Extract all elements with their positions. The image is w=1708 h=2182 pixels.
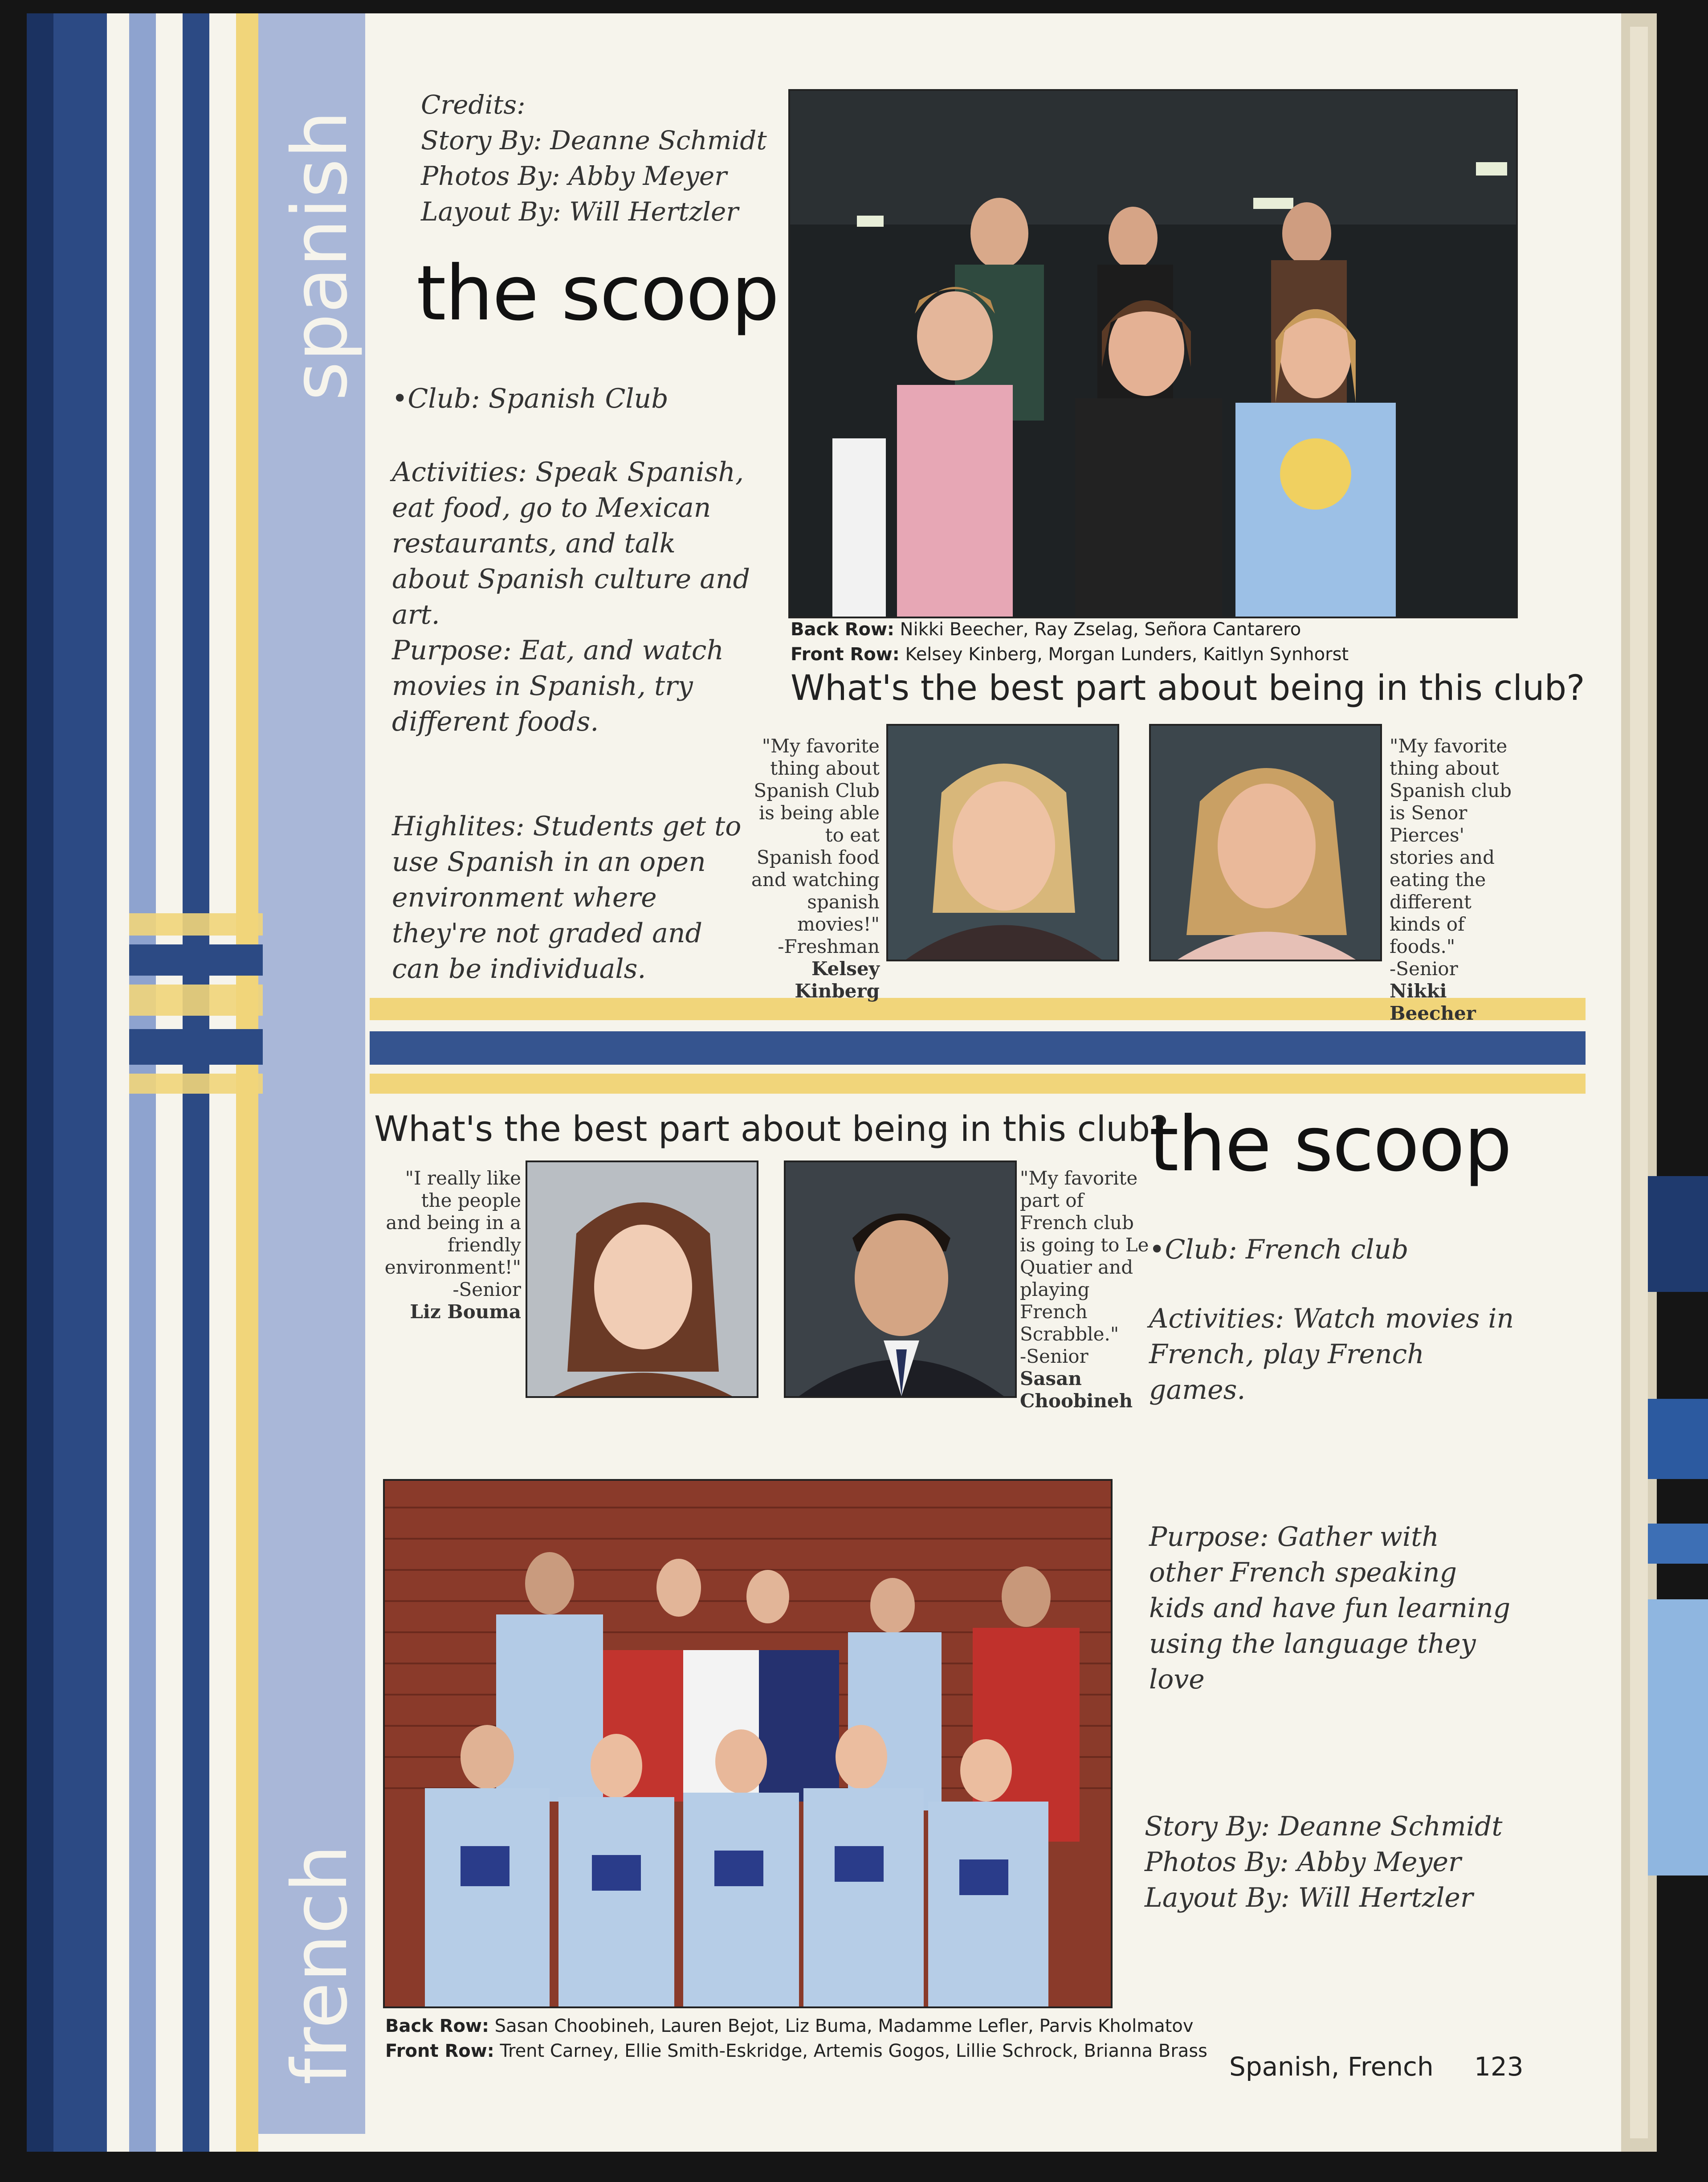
credits-photos: Photos By: Abby Meyer (421, 161, 727, 191)
caption-back-names: Sasan Choobineh, Lauren Bejot, Liz Buma, Madamme Lefler, Parvis Kholmatov (494, 2016, 1194, 2036)
sasan-portrait (784, 1160, 1017, 1398)
quote-text: "My favorite thing about Spanish club is Senor Pierces' stories and eating the different kinds of foods." (1390, 735, 1512, 957)
french-quote-left (383, 1167, 521, 1323)
spanish-credits (421, 87, 786, 229)
caption-back-label: Back Row: (385, 2016, 489, 2036)
edge-tab (1648, 1599, 1708, 1876)
spanish-photo-caption (791, 617, 1521, 667)
quote-name: Liz Bouma (410, 1301, 521, 1323)
caption-back-names: Nikki Beecher, Ray Zselag, Señora Cantarero (900, 619, 1301, 640)
spanish-quote-left (744, 735, 880, 1002)
french-credits (1145, 1809, 1510, 1916)
divider-band-gold (370, 1074, 1586, 1094)
quote-name: Nikki Beecher (1390, 980, 1476, 1024)
credits-layout: Layout By: Will Hertzler (1145, 1882, 1473, 1913)
french-club: •Club: French club (1149, 1234, 1409, 1265)
spanish-group-photo (788, 89, 1518, 618)
spanish-purpose: Purpose: Eat, and watch movies in Spanish, try different foods. (392, 635, 724, 737)
quote-name: Kelsey Kinberg (795, 958, 880, 1002)
spanish-club: •Club: Spanish Club (392, 383, 669, 414)
caption-front-names: Trent Carney, Ellie Smith-Eskridge, Artemis Gogos, Lillie Schrock, Brianna Brass (500, 2041, 1207, 2061)
quote-name: Sasan Choobineh (1020, 1368, 1133, 1412)
quote-attribution: -Freshman (778, 936, 880, 957)
quote-text: "I really like the people and being in a friendly environment!" (384, 1167, 521, 1278)
spanish-question-heading: What's the best part about being in this club? (791, 668, 1585, 708)
binding-stripe (53, 13, 107, 2152)
binding-stripe (107, 13, 129, 2152)
caption-front-names: Kelsey Kinberg, Morgan Lunders, Kaitlyn Synhorst (905, 644, 1349, 665)
quote-text: "My favorite thing about Spanish Club is being able to eat Spanish food and watching spanish movies!" (751, 735, 880, 935)
credits-story: Story By: Deanne Schmidt (421, 125, 767, 155)
cross-stripe (129, 1029, 263, 1065)
caption-back-label: Back Row: (791, 619, 894, 640)
page-number: 123 (1474, 2051, 1524, 2082)
credits-layout: Layout By: Will Hertzler (421, 196, 739, 227)
cross-stripe (129, 913, 263, 936)
edge-tab (1648, 1176, 1708, 1292)
french-purpose: Purpose: Gather with other French speaking kids and have fun learning using the language they love (1149, 1521, 1511, 1695)
binding-stripe (27, 13, 53, 2152)
kelsey-portrait (886, 724, 1119, 961)
spanish-activities: Activities: Speak Spanish, eat food, go to Mexican restaurants, and talk about Spanish culture and art. (392, 457, 750, 630)
credits-heading: Credits: (421, 90, 526, 120)
caption-front-label: Front Row: (791, 644, 900, 665)
nikki-portrait (1149, 724, 1382, 961)
french-side-label: french (276, 1844, 364, 2085)
french-question-heading: What's the best part about being in this club? (374, 1109, 1169, 1149)
french-quote-right (1020, 1167, 1154, 1412)
french-activities: Activities: Watch movies in French, play French games. (1149, 1303, 1514, 1406)
page-edge-inner (1630, 27, 1648, 2138)
cross-stripe (129, 1074, 263, 1094)
french-scoop-title: the scoop (1149, 1100, 1511, 1189)
credits-photos: Photos By: Abby Meyer (1145, 1847, 1461, 1878)
liz-portrait (526, 1160, 758, 1398)
divider-band-navy (370, 1031, 1586, 1065)
quote-text: "My favorite part of French club is going to Le Quatier and playing French Scrabble." (1020, 1167, 1149, 1345)
credits-story: Story By: Deanne Schmidt (1145, 1811, 1503, 1842)
edge-tab (1648, 1524, 1708, 1564)
quote-attribution: -Senior (452, 1279, 521, 1300)
quote-attribution: -Senior (1390, 958, 1458, 980)
cross-stripe (129, 985, 263, 1016)
edge-tab (1648, 1399, 1708, 1479)
spanish-quote-right (1390, 735, 1523, 1025)
cross-stripe (129, 944, 263, 976)
spanish-highlites: Highlites: Students get to use Spanish in an open environment where they're not graded and can be individuals. (392, 811, 742, 985)
spanish-scoop-title: the scoop (416, 249, 779, 338)
spanish-side-label: spanish (276, 110, 364, 401)
french-group-photo (383, 1479, 1113, 2008)
quote-attribution: -Senior (1020, 1345, 1088, 1367)
caption-front-label: Front Row: (385, 2041, 494, 2061)
french-photo-caption (385, 2014, 1231, 2064)
footer-section-name: Spanish, French (1229, 2051, 1434, 2082)
